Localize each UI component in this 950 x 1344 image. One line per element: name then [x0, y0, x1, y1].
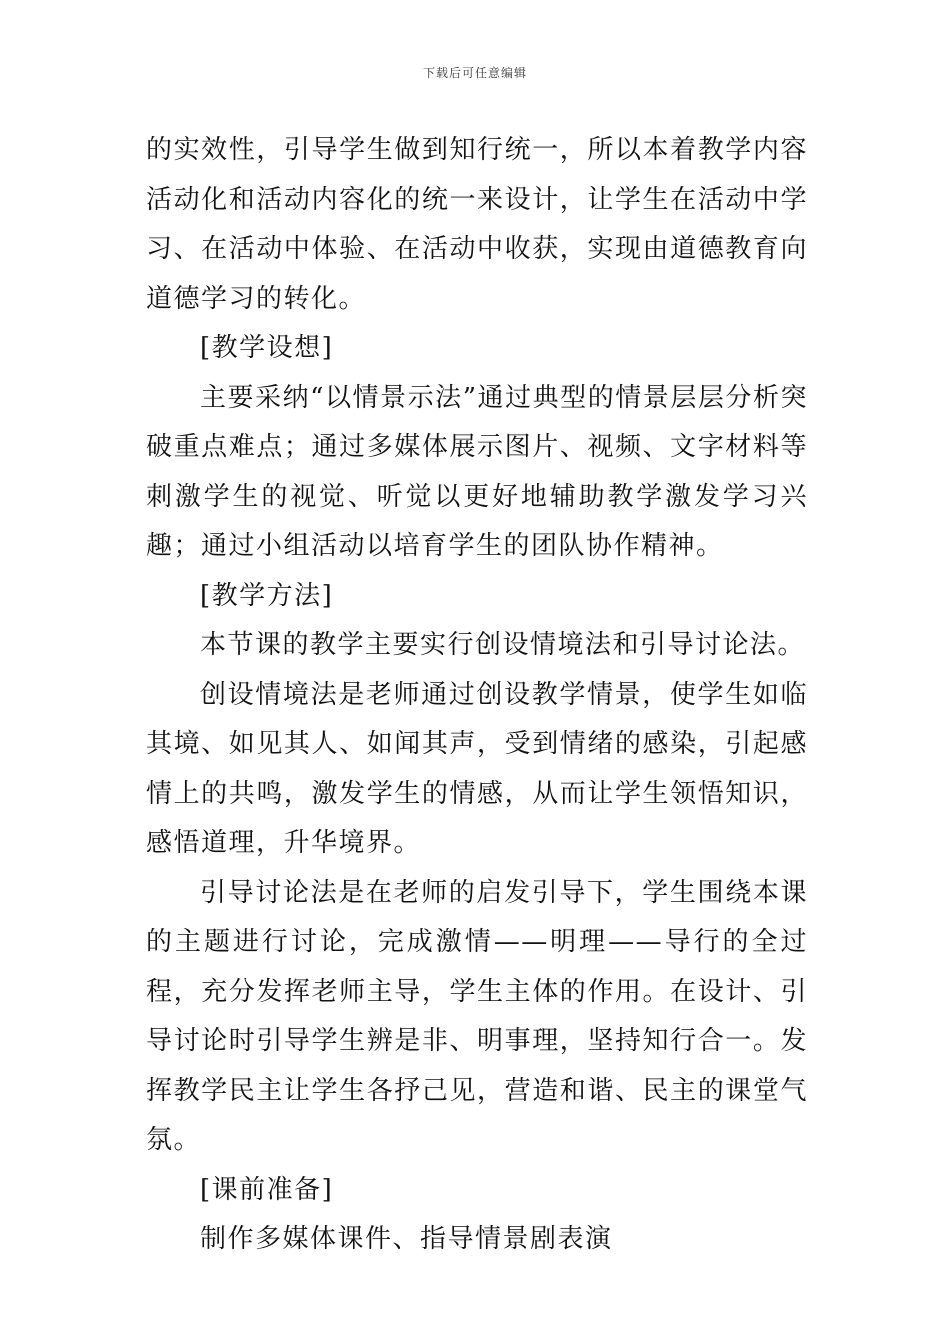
paragraph-discussion-method: 引导讨论法是在老师的启发引导下，学生围绕本课的主题进行讨论，完成激情——明理——导行的全过程，充分发挥老师主导，学生主体的作用。在设计、引导讨论时引导学生辨是非、明事理，坚持知行合一。发挥教学民主让学生各抒己见，营造和谐、民主的课堂气氛。 — [146, 877, 808, 1155]
document-body — [146, 126, 808, 1265]
section-heading-preparation: [课前准备] — [200, 1174, 334, 1205]
paragraph-continuation: 的实效性，引导学生做到知行统一，所以本着教学内容活动化和活动内容化的统一来设计，让学生在活动中学习、在活动中体验、在活动中收获，实现由道德教育向道德学习的转化。 — [146, 135, 808, 314]
paragraph-preparation: 制作多媒体课件、指导情景剧表演 — [200, 1224, 613, 1254]
paragraph-situation-method: 创设情境法是老师通过创设教学情景，使学生如临其境、如见其人、如闻其声，受到情绪的感染，引起感情上的共鸣，激发学生的情感，从而让学生领悟知识，感悟道理，升华境界。 — [146, 679, 808, 858]
page-header: 下载后可任意编辑 — [422, 66, 527, 80]
section-heading-teaching-concept: [教学设想] — [200, 333, 334, 363]
paragraph-method-summary: 本节课的教学主要实行创设情境法和引导讨论法。 — [200, 630, 806, 660]
paragraph-teaching-concept: 主要采纳“以情景示法”通过典型的情景层层分析突破重点难点；通过多媒体展示图片、视频、文字材料等刺激学生的视觉、听觉以更好地辅助教学激发学习兴趣；通过小组活动以培育学生的团队协作精神。 — [146, 382, 808, 561]
section-heading-teaching-method: [教学方法] — [200, 580, 334, 611]
